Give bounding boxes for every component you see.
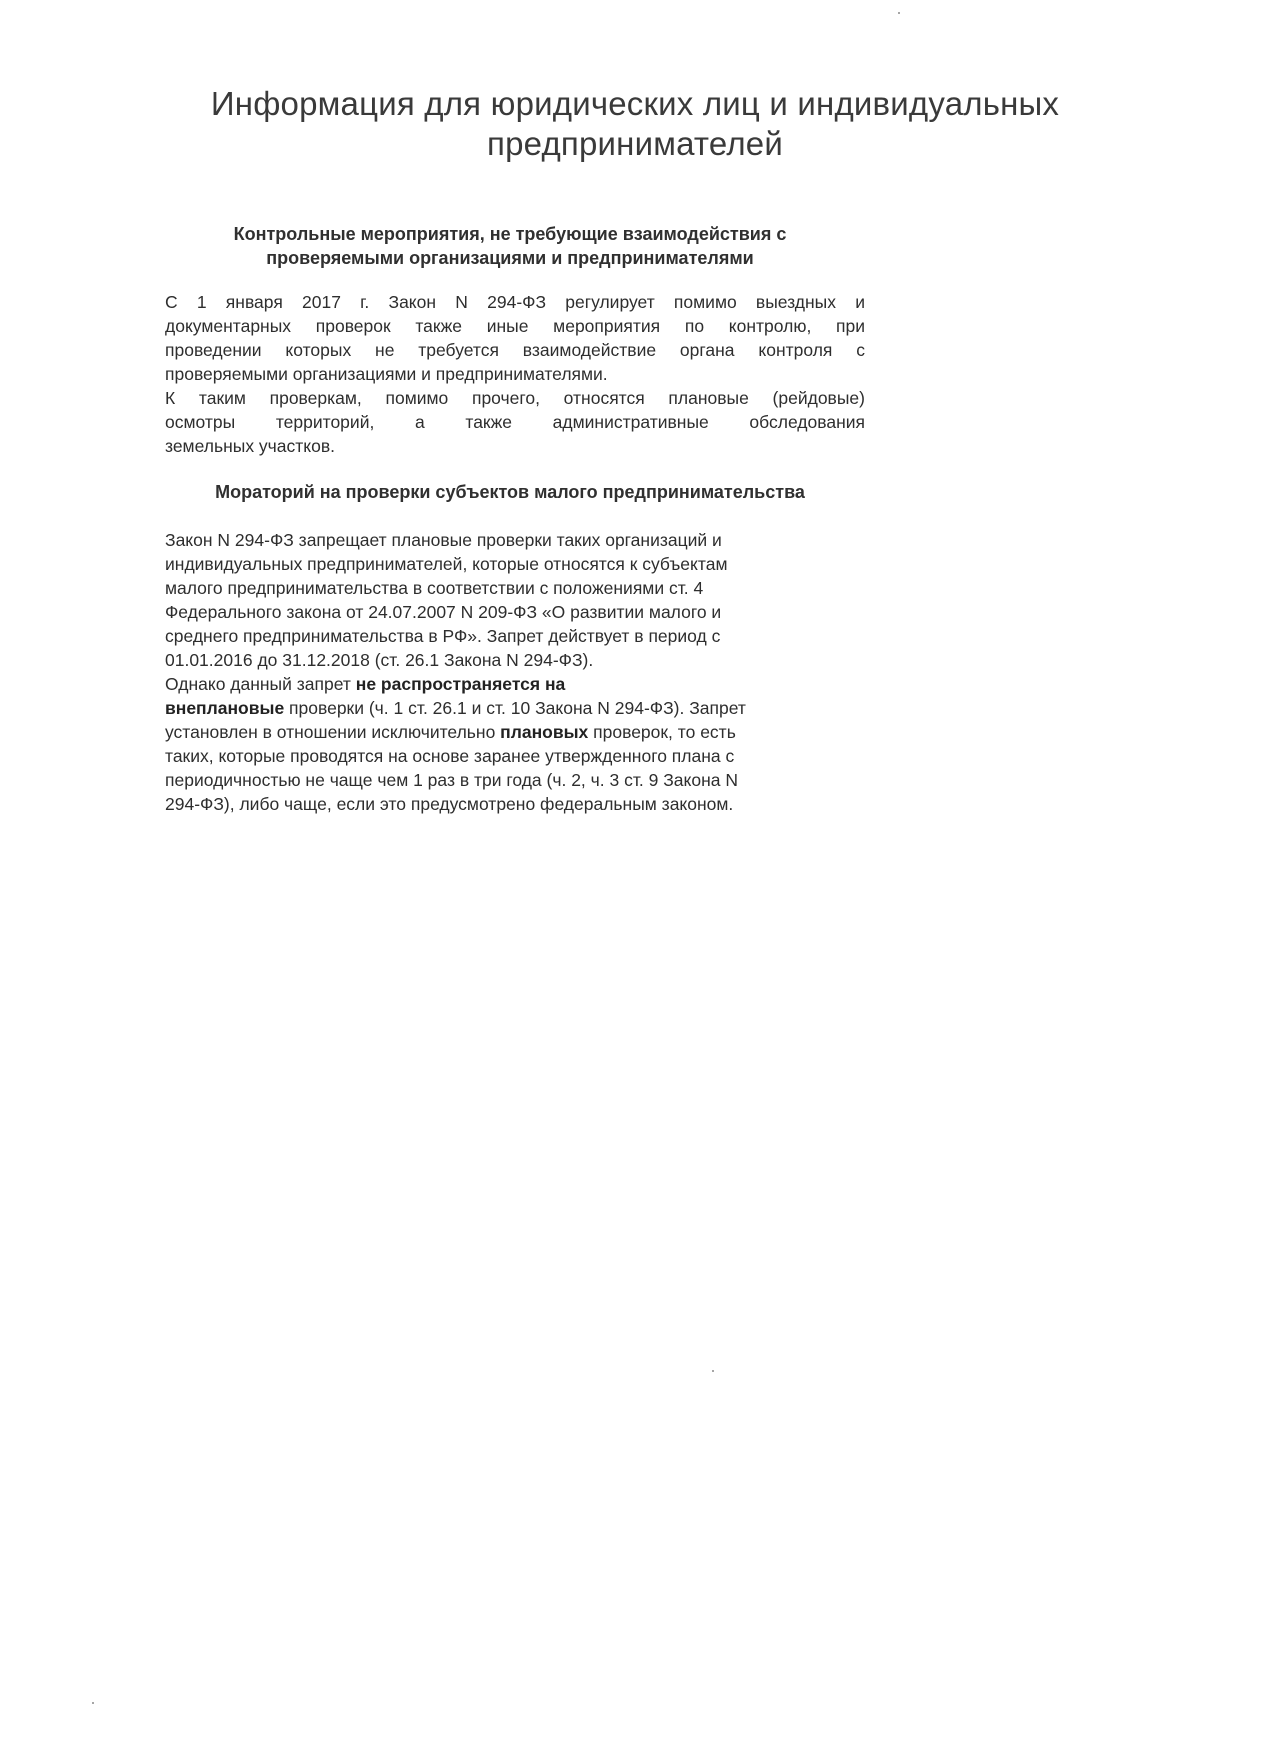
paragraph-inspections-types <box>165 386 865 458</box>
scan-speck <box>92 1702 94 1704</box>
para-1-line: С 1 января 2017 г. Закон N 294-ФЗ регулирует помимо выездных и <box>165 292 865 312</box>
para-4-line-6: 294-ФЗ), либо чаще, если это предусмотрено федеральным законом. <box>165 794 734 814</box>
para-3-line: 01.01.2016 до 31.12.2018 (ст. 26.1 Закона N 294-ФЗ). <box>165 650 594 670</box>
para-2-line: осмотры территорий, а также административные обследования <box>165 412 865 432</box>
para-4-line-2 <box>165 696 865 720</box>
para-4-text: Однако данный запрет <box>165 674 356 694</box>
para-2-line: К таким проверкам, помимо прочего, относятся плановые (рейдовые) <box>165 388 865 408</box>
para-1-line: документарных проверок также иные мероприятия по контролю, при <box>165 316 865 336</box>
para-4-line-1 <box>165 672 865 696</box>
section-heading-moratorium <box>165 480 855 504</box>
para-1-line: проведении которых не требуется взаимодействие органа контроля с <box>165 340 865 360</box>
para-4-text: установлен в отношении исключительно <box>165 722 501 742</box>
para-2-line: земельных участков. <box>165 436 336 456</box>
section-heading-control-measures <box>165 222 855 270</box>
para-1-line: проверяемыми организациями и предпринимателями. <box>165 364 608 384</box>
para-4-line-4: таких, которые проводятся на основе заранее утвержденного плана с <box>165 746 735 766</box>
para-3-line: малого предпринимательства в соответствии с положениями ст. 4 <box>165 578 704 598</box>
para-3-line: среднего предпринимательства в РФ». Запрет действует в период с <box>165 626 721 646</box>
para-4-bold: не распространяется на <box>355 674 566 694</box>
title-line-1: Информация для юридических лиц и индивидуальных <box>210 85 1060 122</box>
para-4-text: проверки (ч. 1 ст. 26.1 и ст. 10 Закона N 294-ФЗ). Запрет <box>284 698 746 718</box>
para-4-bold: внеплановые <box>165 698 285 718</box>
paragraph-moratorium-exceptions <box>165 672 865 816</box>
para-4-text: проверок, то есть <box>588 722 736 742</box>
paragraph-control-intro <box>165 290 865 386</box>
para-3-line: Федерального закона от 24.07.2007 N 209-ФЗ «О развитии малого и <box>165 602 722 622</box>
scan-speck <box>712 1370 714 1372</box>
heading-1-line-1: Контрольные мероприятия, не требующие взаимодействия с <box>233 224 787 244</box>
document-title <box>185 84 1085 164</box>
title-line-2: предпринимателей <box>487 125 783 162</box>
para-4-bold: плановых <box>500 722 589 742</box>
heading-1-line-2: проверяемыми организациями и предпринимателями <box>266 248 754 268</box>
heading-2-line: Мораторий на проверки субъектов малого предпринимательства <box>215 482 805 502</box>
para-4-line-3 <box>165 720 865 744</box>
para-3-line: индивидуальных предпринимателей, которые относятся к субъектам <box>165 554 728 574</box>
scan-speck <box>898 12 900 14</box>
para-3-line: Закон N 294-ФЗ запрещает плановые проверки таких организаций и <box>165 530 722 550</box>
para-4-line-5: периодичностью не чаще чем 1 раз в три года (ч. 2, ч. 3 ст. 9 Закона N <box>165 770 739 790</box>
paragraph-moratorium-law <box>165 528 865 672</box>
